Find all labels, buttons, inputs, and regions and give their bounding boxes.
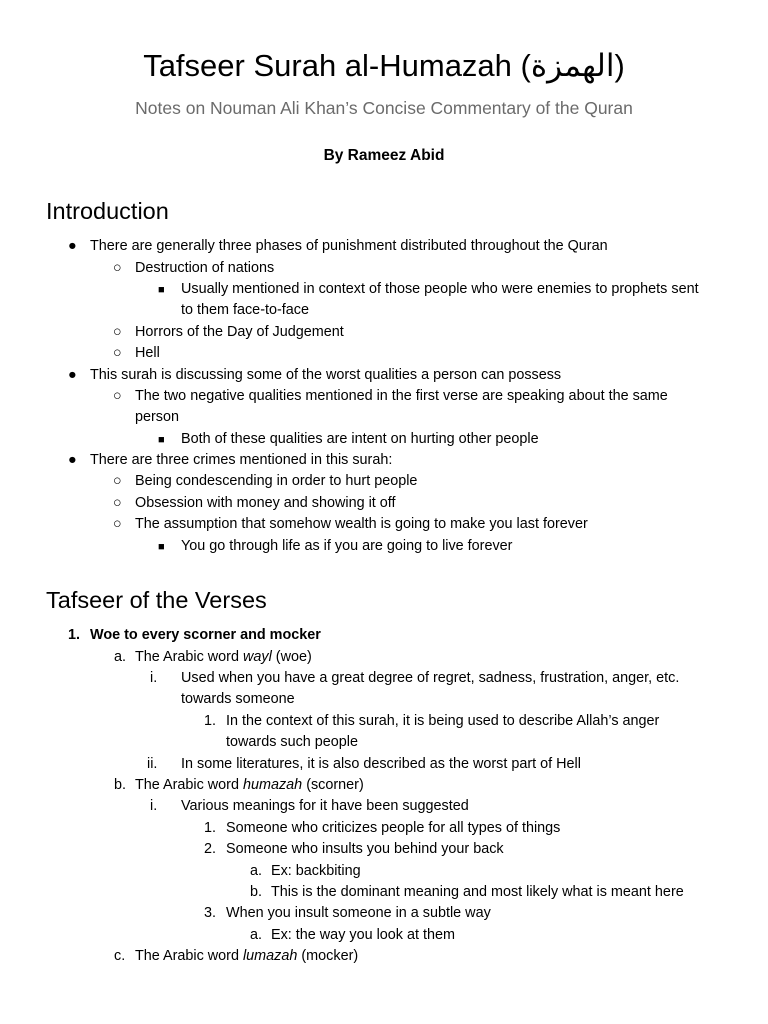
arabic-term: wayl xyxy=(242,649,272,665)
list-item: The Arabic word lumazah (mocker) xyxy=(135,948,359,964)
list-marker: 1. xyxy=(68,627,81,643)
list-item: Being condescending in order to hurt people xyxy=(135,473,418,489)
list-item: Someone who criticizes people for all types of things xyxy=(226,820,561,836)
list-item: Obsession with money and showing it off xyxy=(135,495,396,511)
list-marker: c. xyxy=(114,948,126,964)
list-item-continuation: towards such people xyxy=(226,734,358,750)
bullet-marker: ○ xyxy=(113,345,122,361)
list-marker: 1. xyxy=(204,713,217,729)
bullet-marker: ○ xyxy=(113,260,122,276)
list-item: When you insult someone in a subtle way xyxy=(226,905,491,921)
list-item: Destruction of nations xyxy=(135,260,275,276)
list-item: This is the dominant meaning and most likely what is meant here xyxy=(271,884,684,900)
list-item: Ex: the way you look at them xyxy=(271,927,455,943)
list-item-continuation: to them face-to-face xyxy=(181,302,309,318)
list-item: Usually mentioned in context of those people who were enemies to prophets sent xyxy=(181,281,699,297)
list-item-continuation: person xyxy=(135,409,180,425)
arabic-term: humazah xyxy=(242,777,303,793)
bullet-marker: ■ xyxy=(158,541,165,553)
list-item: Hell xyxy=(135,345,160,361)
bullet-marker: ○ xyxy=(113,473,122,489)
list-item: Someone who insults you behind your back xyxy=(226,841,504,857)
list-item: Various meanings for it have been suggested xyxy=(181,798,469,814)
bullet-marker: ● xyxy=(68,238,77,254)
list-item: Ex: backbiting xyxy=(271,863,361,879)
list-marker: b. xyxy=(114,777,127,793)
list-marker: i. xyxy=(150,798,158,814)
bullet-marker: ○ xyxy=(113,516,122,532)
list-item: There are three crimes mentioned in this surah: xyxy=(90,452,393,468)
list-marker: 3. xyxy=(204,905,217,921)
list-marker: i. xyxy=(150,670,158,686)
list-item: You go through life as if you are going to live forever xyxy=(181,538,513,554)
list-item: In some literatures, it is also described as the worst part of Hell xyxy=(181,756,581,772)
bullet-marker: ● xyxy=(68,367,77,383)
bullet-marker: ○ xyxy=(113,388,122,404)
verses-heading: Tafseer of the Verses xyxy=(46,587,267,613)
list-marker: ii. xyxy=(147,756,158,772)
list-marker: 1. xyxy=(204,820,217,836)
list-item: Horrors of the Day of Judgement xyxy=(135,324,344,340)
list-marker: 2. xyxy=(204,841,217,857)
list-item: The two negative qualities mentioned in the first verse are speaking about the same xyxy=(135,388,668,404)
list-marker: b. xyxy=(250,884,263,900)
list-item: The Arabic word humazah (scorner) xyxy=(135,777,364,793)
bullet-marker: ○ xyxy=(113,324,122,340)
list-marker: a. xyxy=(250,927,263,943)
introduction-heading: Introduction xyxy=(46,198,169,224)
document-title: Tafseer Surah al-Humazah (الهمزة) xyxy=(143,48,625,83)
list-item: In the context of this surah, it is being used to describe Allah’s anger xyxy=(226,713,660,729)
bullet-marker: ■ xyxy=(158,434,165,446)
list-item: Used when you have a great degree of regret, sadness, frustration, anger, etc. xyxy=(181,670,680,686)
list-marker: a. xyxy=(250,863,263,879)
list-marker: a. xyxy=(114,649,127,665)
list-item: This surah is discussing some of the worst qualities a person can possess xyxy=(90,367,562,383)
list-item: The Arabic word wayl (woe) xyxy=(135,649,312,665)
list-item: The assumption that somehow wealth is going to make you last forever xyxy=(135,516,588,532)
list-item: There are generally three phases of punishment distributed throughout the Quran xyxy=(90,238,608,254)
bullet-marker: ○ xyxy=(113,495,122,511)
list-item-continuation: towards someone xyxy=(181,691,295,707)
author-byline: By Rameez Abid xyxy=(323,147,445,164)
verse-title: Woe to every scorner and mocker xyxy=(90,627,321,643)
bullet-marker: ■ xyxy=(158,284,165,296)
document-subtitle: Notes on Nouman Ali Khan’s Concise Commentary of the Quran xyxy=(135,98,633,118)
arabic-term: lumazah xyxy=(242,948,298,964)
list-item: Both of these qualities are intent on hurting other people xyxy=(181,431,539,447)
bullet-marker: ● xyxy=(68,452,77,468)
